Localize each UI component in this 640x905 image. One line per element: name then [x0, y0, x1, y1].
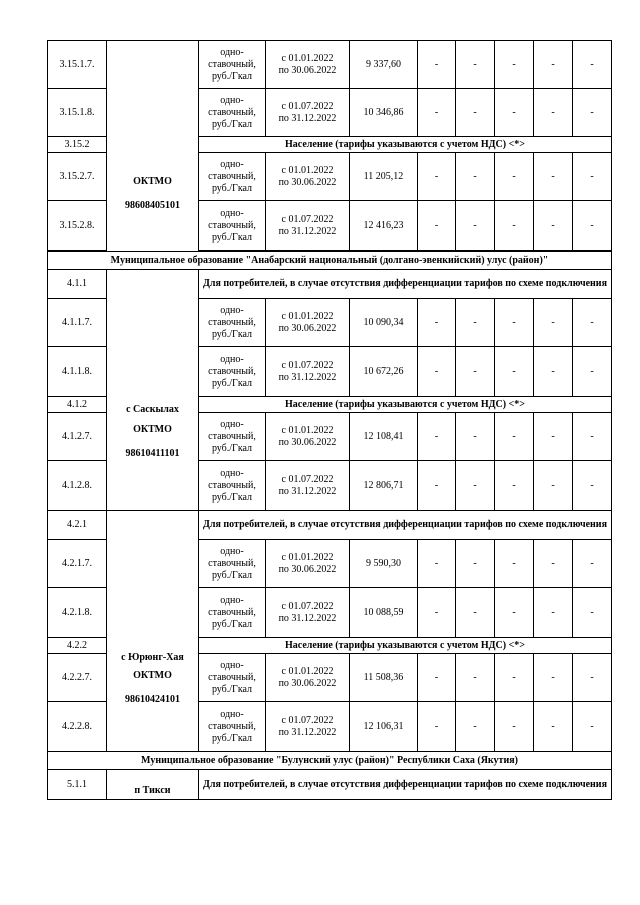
row-number: 5.1.1 [48, 770, 107, 800]
locality-name: п Тикси [134, 785, 171, 796]
dash-cell: - [456, 654, 495, 702]
dash-cell: - [418, 588, 456, 638]
rate-type: одно- ставочный, руб./Гкал [199, 702, 266, 752]
rate-type: одно- ставочный, руб./Гкал [199, 201, 266, 251]
dash-cell: - [456, 89, 495, 137]
dash-cell: - [456, 153, 495, 201]
dash-cell: - [456, 540, 495, 588]
tariff-table [47, 40, 612, 800]
dash-cell: - [495, 413, 534, 461]
tariff-value: 10 346,86 [350, 89, 418, 137]
period: с 01.07.2022 по 31.12.2022 [266, 461, 350, 511]
dash-cell: - [456, 41, 495, 89]
rate-type: одно- ставочный, руб./Гкал [199, 299, 266, 347]
dash-cell: - [573, 89, 612, 137]
dash-cell: - [456, 201, 495, 251]
dash-cell: - [573, 588, 612, 638]
dash-cell: - [495, 201, 534, 251]
municipality-row [48, 752, 612, 770]
category-heading: Население (тарифы указываются с учетом НДС) <*> [199, 638, 612, 654]
row-number: 4.2.2.7. [48, 654, 107, 702]
locality-name: с Саскылах [126, 404, 179, 415]
dash-cell: - [573, 201, 612, 251]
dash-cell: - [418, 201, 456, 251]
dash-cell: - [534, 588, 573, 638]
row-number: 4.1.1.7. [48, 299, 107, 347]
dash-cell: - [418, 413, 456, 461]
oktmo-code: 98610424101 [125, 694, 180, 705]
tariff-value: 11 508,36 [350, 654, 418, 702]
row-number: 4.2.2.8. [48, 702, 107, 752]
dash-cell: - [573, 413, 612, 461]
dash-cell: - [573, 540, 612, 588]
oktmo-code: 98610411101 [125, 448, 180, 459]
dash-cell: - [573, 299, 612, 347]
dash-cell: - [456, 461, 495, 511]
dash-cell: - [573, 461, 612, 511]
category-row [48, 770, 612, 800]
rate-type: одно- ставочный, руб./Гкал [199, 89, 266, 137]
dash-cell: - [495, 347, 534, 397]
category-row [48, 511, 612, 540]
dash-cell: - [495, 89, 534, 137]
dash-cell: - [534, 702, 573, 752]
row-number: 4.1.2.8. [48, 461, 107, 511]
locality-cell [107, 41, 199, 252]
dash-cell: - [418, 654, 456, 702]
row-number: 4.2.1 [48, 511, 107, 540]
oktmo-label: ОКТМО [133, 424, 172, 435]
row-number: 4.2.1.7. [48, 540, 107, 588]
category-heading: Для потребителей, в случае отсутствия дифференциации тарифов по схеме подключения [199, 511, 612, 540]
period: с 01.07.2022 по 31.12.2022 [266, 89, 350, 137]
rate-type: одно- ставочный, руб./Гкал [199, 540, 266, 588]
period: с 01.07.2022 по 31.12.2022 [266, 702, 350, 752]
period: с 01.01.2022 по 30.06.2022 [266, 41, 350, 89]
tariff-value: 9 590,30 [350, 540, 418, 588]
dash-cell: - [418, 41, 456, 89]
dash-cell: - [418, 461, 456, 511]
category-heading: Для потребителей, в случае отсутствия дифференциации тарифов по схеме подключения [199, 770, 612, 800]
rate-type: одно- ставочный, руб./Гкал [199, 654, 266, 702]
dash-cell: - [456, 299, 495, 347]
category-heading: Население (тарифы указываются с учетом НДС) <*> [199, 397, 612, 413]
dash-cell: - [534, 299, 573, 347]
dash-cell: - [573, 153, 612, 201]
municipality-heading: Муниципальное образование "Булунский улус (район)" Республики Саха (Якутия) [48, 752, 612, 770]
row-number: 3.15.2.7. [48, 153, 107, 201]
rate-type: одно- ставочный, руб./Гкал [199, 413, 266, 461]
locality-name: с Юрюнг-Хая [121, 652, 184, 663]
rate-type: одно- ставочный, руб./Гкал [199, 41, 266, 89]
dash-cell: - [418, 89, 456, 137]
dash-cell: - [495, 41, 534, 89]
period: с 01.07.2022 по 31.12.2022 [266, 201, 350, 251]
dash-cell: - [495, 299, 534, 347]
period: с 01.01.2022 по 30.06.2022 [266, 413, 350, 461]
dash-cell: - [456, 347, 495, 397]
dash-cell: - [534, 89, 573, 137]
period: с 01.01.2022 по 30.06.2022 [266, 299, 350, 347]
tariff-value: 9 337,60 [350, 41, 418, 89]
oktmo-label: ОКТМО [133, 176, 172, 187]
locality-cell [107, 770, 199, 800]
row-number: 4.2.2 [48, 638, 107, 654]
dash-cell: - [418, 702, 456, 752]
municipality-row [48, 252, 612, 270]
period: с 01.07.2022 по 31.12.2022 [266, 588, 350, 638]
period: с 01.01.2022 по 30.06.2022 [266, 153, 350, 201]
tariff-value: 12 416,23 [350, 201, 418, 251]
row-number: 3.15.1.7. [48, 41, 107, 89]
dash-cell: - [418, 347, 456, 397]
dash-cell: - [456, 702, 495, 752]
dash-cell: - [495, 588, 534, 638]
locality-cell [107, 270, 199, 511]
row-number: 4.1.2.7. [48, 413, 107, 461]
dash-cell: - [534, 153, 573, 201]
oktmo-label: ОКТМО [133, 670, 172, 681]
period: с 01.01.2022 по 30.06.2022 [266, 540, 350, 588]
dash-cell: - [573, 654, 612, 702]
row-number: 3.15.1.8. [48, 89, 107, 137]
dash-cell: - [534, 540, 573, 588]
dash-cell: - [495, 461, 534, 511]
row-number: 4.1.1 [48, 270, 107, 299]
row-number: 3.15.2.8. [48, 201, 107, 251]
dash-cell: - [573, 702, 612, 752]
dash-cell: - [573, 41, 612, 89]
dash-cell: - [534, 461, 573, 511]
rate-type: одно- ставочный, руб./Гкал [199, 153, 266, 201]
dash-cell: - [534, 347, 573, 397]
rate-type: одно- ставочный, руб./Гкал [199, 588, 266, 638]
category-row [48, 270, 612, 299]
tariff-value: 10 672,26 [350, 347, 418, 397]
page-bottom-margin [0, 840, 640, 905]
dash-cell: - [534, 654, 573, 702]
category-heading: Население (тарифы указываются с учетом НДС) <*> [199, 137, 612, 153]
dash-cell: - [418, 299, 456, 347]
dash-cell: - [495, 702, 534, 752]
period: с 01.07.2022 по 31.12.2022 [266, 347, 350, 397]
row-number: 4.1.1.8. [48, 347, 107, 397]
table-row [48, 41, 612, 89]
rate-type: одно- ставочный, руб./Гкал [199, 461, 266, 511]
tariff-value: 12 106,31 [350, 702, 418, 752]
rate-type: одно- ставочный, руб./Гкал [199, 347, 266, 397]
dash-cell: - [534, 41, 573, 89]
dash-cell: - [456, 588, 495, 638]
row-number: 4.2.1.8. [48, 588, 107, 638]
oktmo-code: 98608405101 [125, 200, 180, 211]
dash-cell: - [456, 413, 495, 461]
locality-cell [107, 511, 199, 752]
dash-cell: - [495, 654, 534, 702]
tariff-value: 10 088,59 [350, 588, 418, 638]
dash-cell: - [418, 540, 456, 588]
tariff-value: 12 108,41 [350, 413, 418, 461]
row-number: 4.1.2 [48, 397, 107, 413]
dash-cell: - [418, 153, 456, 201]
dash-cell: - [495, 540, 534, 588]
tariff-value: 10 090,34 [350, 299, 418, 347]
category-heading: Для потребителей, в случае отсутствия дифференциации тарифов по схеме подключения [199, 270, 612, 299]
tariff-value: 11 205,12 [350, 153, 418, 201]
period: с 01.01.2022 по 30.06.2022 [266, 654, 350, 702]
dash-cell: - [534, 201, 573, 251]
dash-cell: - [534, 413, 573, 461]
municipality-heading: Муниципальное образование "Анабарский национальный (долгано-эвенкийский) улус (район)" [48, 252, 612, 270]
tariff-value: 12 806,71 [350, 461, 418, 511]
row-number: 3.15.2 [48, 137, 107, 153]
dash-cell: - [495, 153, 534, 201]
dash-cell: - [573, 347, 612, 397]
